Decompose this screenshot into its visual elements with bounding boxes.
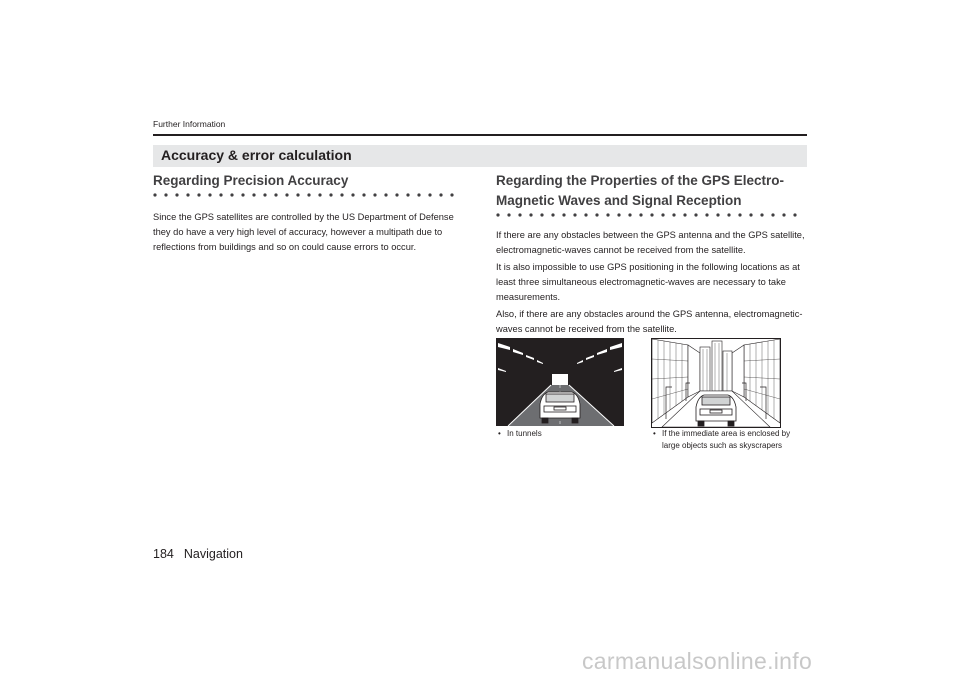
illustration-caption [498, 428, 628, 440]
heading-dot-rule [153, 192, 465, 198]
dot [705, 213, 708, 216]
dot [285, 193, 288, 196]
paragraph: Also, if there are any obstacles around the GPS antenna, electromagnetic-waves cannot be received from the satellite. [496, 309, 803, 334]
dot [450, 193, 453, 196]
page-number: 184 [153, 547, 174, 561]
paragraph: It is also impossible to use GPS positioning in the following locations as at least three simultaneous electromagnetic-waves are necessary to take measurements. [496, 262, 800, 302]
signal-reception-heading-line-2: Magnetic Waves and Signal Reception [496, 193, 742, 208]
signal-reception-heading-line-1: Regarding the Properties of the GPS Electro- [496, 173, 785, 188]
dot [606, 213, 609, 216]
dot [439, 193, 442, 196]
dot [296, 193, 299, 196]
header-rule [153, 134, 807, 136]
dot [186, 193, 189, 196]
paragraph: If there are any obstacles between the GPS antenna and the GPS satellite, electromagnetic-waves cannot be received from the satellite. [496, 230, 805, 255]
dot [263, 193, 266, 196]
dot [650, 213, 653, 216]
dot [617, 213, 620, 216]
dot [351, 193, 354, 196]
dot [307, 193, 310, 196]
dot [760, 213, 763, 216]
dot [164, 193, 167, 196]
dot [584, 213, 587, 216]
illustration-caption [653, 428, 805, 452]
dot [716, 213, 719, 216]
dot [197, 193, 200, 196]
caption-text: If the immediate area is enclosed by large objects such as skyscrapers [662, 429, 791, 450]
caption-text: In tunnels [507, 429, 542, 438]
dot [595, 213, 598, 216]
precision-accuracy-body [153, 210, 465, 257]
section-title: Accuracy & error calculation [161, 147, 352, 163]
dot [782, 213, 785, 216]
dot [208, 193, 211, 196]
dot [628, 213, 631, 216]
dot [496, 213, 499, 216]
dot [738, 213, 741, 216]
watermark: carmanualsonline.info [582, 648, 813, 674]
page-footer [153, 547, 243, 561]
dot [241, 193, 244, 196]
dot [219, 193, 222, 196]
dot [153, 193, 156, 196]
heading-dot-rule [496, 212, 808, 218]
dot [683, 213, 686, 216]
dot [230, 193, 233, 196]
bullet: • [498, 429, 501, 438]
dot [518, 213, 521, 216]
dot [406, 193, 409, 196]
dot [540, 213, 543, 216]
dot [362, 193, 365, 196]
dot [507, 213, 510, 216]
dot [661, 213, 664, 216]
dot [529, 213, 532, 216]
dot [417, 193, 420, 196]
dot [793, 213, 796, 216]
dot [639, 213, 642, 216]
dot [749, 213, 752, 216]
dot [562, 213, 565, 216]
dot [428, 193, 431, 196]
dot [694, 213, 697, 216]
section-title-bar [153, 145, 807, 167]
tunnel-illustration [496, 338, 624, 426]
signal-reception-body [496, 228, 808, 339]
dot [771, 213, 774, 216]
skyscrapers-illustration [651, 338, 781, 428]
dot [551, 213, 554, 216]
precision-accuracy-heading: Regarding Precision Accuracy [153, 173, 349, 188]
dot [727, 213, 730, 216]
dot [252, 193, 255, 196]
dot [340, 193, 343, 196]
dot [318, 193, 321, 196]
dot [175, 193, 178, 196]
dot [329, 193, 332, 196]
footer-section-label: Navigation [183, 547, 243, 561]
paragraph: Since the GPS satellites are controlled by the US Department of Defense they do have a very high level of accuracy, however a multipath due to reflections from buildings and so on could cause errors to occur. [153, 212, 454, 252]
running-header: Further Information [153, 119, 226, 129]
bullet: • [653, 429, 656, 438]
dot [395, 193, 398, 196]
dot [274, 193, 277, 196]
dot [373, 193, 376, 196]
dot [384, 193, 387, 196]
dot [672, 213, 675, 216]
dot [573, 213, 576, 216]
